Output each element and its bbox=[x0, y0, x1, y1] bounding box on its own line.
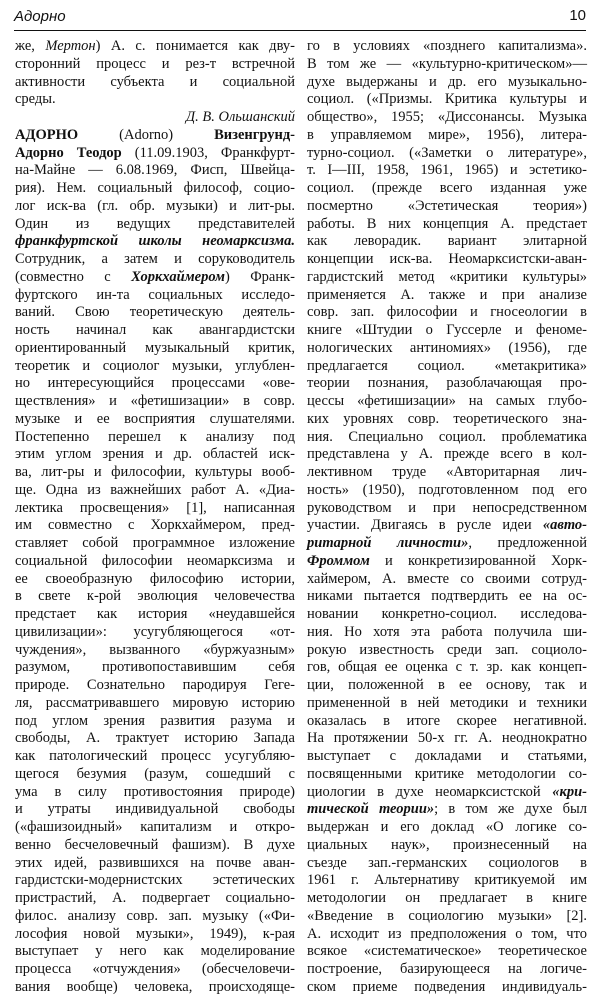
text-segment: сторонний процесс и рез-т встречной bbox=[15, 55, 295, 72]
text-segment: но интересующийся процессами «ове- bbox=[15, 375, 295, 392]
text-segment: цивилизации»: усугубляющегося «от- bbox=[15, 623, 295, 640]
text-segment: примененной в ней методики и техники bbox=[307, 694, 587, 711]
text-segment: лог иск-ва (гл. обр. музыки) и лит-ры. bbox=[15, 197, 295, 214]
text-segment: социальной философии неомарксизма и bbox=[15, 552, 295, 569]
text-line bbox=[15, 145, 295, 163]
text-segment: А. исходит из предположения о том, что bbox=[307, 925, 587, 942]
text-segment: ва, лит-ры и философии, культуры вооб- bbox=[15, 464, 295, 480]
text-line bbox=[15, 109, 295, 127]
emphasized-text: Д. В. Ольшанский bbox=[185, 109, 295, 125]
text-line bbox=[307, 890, 587, 908]
text-line bbox=[307, 198, 587, 216]
text-segment: активности субъекта и социальной bbox=[15, 73, 295, 90]
text-line bbox=[307, 624, 587, 642]
text-line bbox=[15, 358, 295, 376]
text-line bbox=[307, 695, 587, 713]
text-segment: ее своеобразную философию истории, bbox=[15, 570, 295, 587]
text-segment: циологии в духе неомарксистской bbox=[307, 783, 553, 800]
text-line bbox=[15, 943, 295, 961]
text-line bbox=[307, 872, 587, 890]
text-segment: свободы, А. трактует историю Запада bbox=[15, 730, 295, 747]
text-segment: выступает с докладами и статьями, bbox=[307, 748, 587, 764]
text-line bbox=[15, 926, 295, 944]
text-segment: (11.09.1903, Франкфурт- bbox=[121, 144, 296, 161]
text-segment: го в условиях «позднего капитализма». bbox=[307, 38, 587, 54]
text-line bbox=[15, 180, 295, 198]
text-line bbox=[15, 677, 295, 695]
text-line bbox=[307, 322, 587, 340]
text-segment: духе выдержаны и др. его музыкально- bbox=[307, 73, 587, 90]
text-line bbox=[15, 162, 295, 180]
text-line bbox=[15, 979, 295, 997]
text-segment: теории познания, разоблачающая про- bbox=[307, 375, 587, 392]
text-line bbox=[307, 766, 587, 784]
text-line bbox=[15, 411, 295, 429]
text-line bbox=[15, 446, 295, 464]
emphasized-text: тической теории» bbox=[307, 801, 435, 818]
text-segment: ском приеме подведения индивидуаль- bbox=[307, 978, 587, 995]
text-segment: участии. Двигаясь в русле идеи bbox=[307, 517, 543, 534]
text-line bbox=[15, 74, 295, 92]
text-segment: съезде зап.-германских социологов в bbox=[307, 854, 587, 871]
text-segment: ния. Специально социол. проблематика bbox=[307, 428, 587, 445]
text-line bbox=[307, 855, 587, 873]
text-line bbox=[15, 553, 295, 571]
text-segment: среды. bbox=[15, 91, 56, 108]
page-header bbox=[14, 4, 586, 31]
text-line bbox=[307, 109, 587, 127]
text-segment: ориентированный музыкальный критик, bbox=[15, 339, 295, 356]
text-line bbox=[307, 553, 587, 571]
text-segment: ность начинал как авангардистски bbox=[15, 322, 295, 338]
emphasized-text: Фроммом bbox=[307, 552, 370, 569]
text-line bbox=[307, 216, 587, 234]
text-segment: совр. зап. философии и гносеологии в bbox=[307, 304, 587, 321]
text-line bbox=[307, 730, 587, 748]
text-line bbox=[15, 588, 295, 606]
running-head: Адорно bbox=[14, 8, 66, 25]
text-line bbox=[15, 198, 295, 216]
text-segment: турно-социол. («Заметки о литературе», bbox=[307, 144, 587, 161]
text-segment: филос. анализу совр. зап. музыку («Фи- bbox=[15, 907, 295, 924]
text-line bbox=[15, 624, 295, 642]
text-segment: этих идей, развившихся на почве аван- bbox=[15, 854, 295, 871]
text-line bbox=[307, 517, 587, 535]
text-segment: же, bbox=[15, 38, 46, 54]
text-line bbox=[15, 713, 295, 731]
text-line bbox=[307, 74, 587, 92]
text-segment: щегося безумия (разум, сошедший с bbox=[15, 765, 295, 782]
text-line bbox=[15, 695, 295, 713]
text-line bbox=[15, 837, 295, 855]
text-segment: Постепенно перешел к анализу под bbox=[15, 428, 295, 445]
text-line bbox=[307, 91, 587, 109]
emphasized-text: Адорно Теодор bbox=[15, 144, 122, 161]
text-segment: венно бесчеловечный фашизм). В духе bbox=[15, 836, 295, 853]
text-line bbox=[15, 233, 295, 251]
text-line bbox=[15, 429, 295, 447]
text-line bbox=[15, 500, 295, 518]
text-segment: предстает как история «неудавшейся bbox=[15, 606, 295, 622]
text-segment: как леворадик. вариант элитарной bbox=[307, 233, 587, 250]
text-segment: социол. (прежде всего изданная уже bbox=[307, 180, 587, 196]
text-line bbox=[307, 162, 587, 180]
text-segment: вания вообще) человека, происходяще- bbox=[15, 978, 295, 995]
text-segment: под углом зрения развития разума и bbox=[15, 712, 295, 729]
text-segment: ность» (1950), подготовленном под его bbox=[307, 481, 587, 498]
text-line bbox=[307, 233, 587, 251]
text-segment: («фашизоидный» капитализм и откро- bbox=[15, 819, 295, 835]
text-line bbox=[307, 145, 587, 163]
text-line bbox=[307, 56, 587, 74]
text-segment: оказалась в итоге скорее негативной. bbox=[307, 712, 587, 729]
text-segment: музыке и ее восприятия слушателями. bbox=[15, 410, 295, 427]
text-line bbox=[307, 535, 587, 553]
text-segment: предлагается социол. «метакритика» bbox=[307, 357, 587, 374]
text-segment: чуждения», вызванного «буржуазным» bbox=[15, 641, 295, 658]
text-segment: концепции иск-ва. Неомарксистски-аван- bbox=[307, 251, 587, 267]
text-segment: На протяжении 50-х гг. А. неоднократно bbox=[307, 730, 587, 747]
text-line bbox=[15, 482, 295, 500]
text-line bbox=[15, 91, 295, 109]
text-segment: ции, положенной в ее основу, так и bbox=[307, 677, 587, 693]
text-line bbox=[15, 56, 295, 74]
text-line bbox=[307, 943, 587, 961]
text-segment: гов, общая ее оценка с т. зр. как концеп- bbox=[307, 659, 587, 676]
text-segment: гардистски-модернистских эстетических bbox=[15, 872, 295, 889]
text-line bbox=[307, 677, 587, 695]
text-line bbox=[15, 890, 295, 908]
text-line bbox=[307, 784, 587, 802]
text-segment: им совместно с Хоркхаймером, пред- bbox=[15, 517, 295, 534]
text-line bbox=[307, 358, 587, 376]
text-segment: социол. («Призмы. Критика культуры и bbox=[307, 91, 587, 108]
text-segment: лектика просвещения» [1], написанная bbox=[15, 499, 295, 516]
text-segment: как патологический процесс усугубляю- bbox=[15, 748, 295, 764]
text-line bbox=[307, 429, 587, 447]
text-line bbox=[15, 340, 295, 358]
text-line bbox=[15, 571, 295, 589]
text-segment: методологии он предлагает в книге bbox=[307, 890, 587, 906]
emphasized-text: Мертон bbox=[45, 38, 96, 54]
text-line bbox=[307, 801, 587, 819]
text-segment: и конкретизированной Хорк- bbox=[369, 552, 587, 569]
text-segment: 1961 г. Альтернативу критикуемой им bbox=[307, 872, 587, 889]
text-line bbox=[15, 322, 295, 340]
text-segment: ния. Но хотя эта работа получила ши- bbox=[307, 623, 587, 640]
text-line bbox=[307, 606, 587, 624]
text-line bbox=[307, 464, 587, 482]
text-line bbox=[15, 606, 295, 624]
text-segment: теоретик и социолог музыки, углублен- bbox=[15, 357, 295, 374]
text-line bbox=[15, 801, 295, 819]
text-line bbox=[15, 642, 295, 660]
text-segment: циальных наук», произнесенный на bbox=[307, 836, 587, 853]
text-line bbox=[15, 251, 295, 269]
text-line bbox=[15, 517, 295, 535]
text-line bbox=[307, 38, 587, 56]
text-segment: «Введение в социологию музыки» [2]. bbox=[307, 907, 587, 924]
text-line bbox=[15, 464, 295, 482]
text-segment: никами пытается подтвердить ее на ос- bbox=[307, 588, 587, 605]
text-segment: разумом, противопоставившим себя bbox=[15, 659, 295, 676]
emphasized-text: АДОРНО bbox=[15, 126, 79, 143]
text-line bbox=[307, 642, 587, 660]
text-segment: т. I—III, 1958, 1961, 1965) и эстетико- bbox=[307, 162, 587, 179]
text-segment: природе. Сознательно пародируя Геге- bbox=[15, 677, 295, 693]
text-segment: применяется А. также и при анализе bbox=[307, 286, 587, 303]
text-segment: общество», 1955; «Диссонансы. Музыка bbox=[307, 109, 587, 125]
text-segment: ; в том же духе был bbox=[434, 801, 587, 818]
text-line bbox=[307, 340, 587, 358]
left-text-column bbox=[15, 38, 295, 997]
text-segment: ля, рассматривавшего мировую историю bbox=[15, 694, 295, 711]
text-line bbox=[307, 571, 587, 589]
text-line bbox=[15, 730, 295, 748]
text-segment: выдержан и его доклад «О логике со- bbox=[307, 819, 587, 835]
text-segment: хаймером, А. вместе со своими сотруд- bbox=[307, 570, 587, 587]
text-segment: руководством и при непосредственном bbox=[307, 499, 587, 516]
text-segment: новании конкретно-социол. исследова- bbox=[307, 606, 587, 622]
text-line bbox=[15, 819, 295, 837]
text-segment: в управляемом мире», 1956), литера- bbox=[307, 126, 587, 143]
text-line bbox=[307, 251, 587, 269]
text-segment: работы. В них концепция А. предстает bbox=[307, 215, 587, 232]
text-line bbox=[307, 446, 587, 464]
text-line bbox=[307, 837, 587, 855]
text-segment: выступает у него как моделирование bbox=[15, 943, 295, 960]
emphasized-text: Визенгрунд- bbox=[214, 126, 295, 143]
text-line bbox=[15, 908, 295, 926]
emphasized-text: ритарной личности» bbox=[307, 535, 469, 551]
text-line bbox=[307, 961, 587, 979]
text-segment: лософия новой музыки», 1949), к-рая bbox=[15, 925, 295, 942]
text-segment: Сотрудник, а затем и соруководитель bbox=[15, 251, 295, 267]
text-line bbox=[15, 216, 295, 234]
text-segment: на-Майне — 6.08.1969, Фисп, Швейца- bbox=[15, 162, 295, 179]
text-line bbox=[15, 375, 295, 393]
text-line bbox=[15, 269, 295, 287]
text-line bbox=[307, 979, 587, 997]
text-line bbox=[15, 784, 295, 802]
text-segment: нологических антиномиях» (1956), где bbox=[307, 339, 587, 356]
text-segment: посмертно «Эстетическая теория») bbox=[307, 197, 587, 214]
text-line bbox=[15, 393, 295, 411]
text-segment: ще. Одна из важнейших работ А. «Диа- bbox=[15, 481, 295, 498]
text-segment: процесса «отчуждения» (обесчеловечи- bbox=[15, 961, 295, 977]
text-segment: посвященными критике методологии со- bbox=[307, 765, 587, 782]
text-segment: пристрастий, А. подвергает социально- bbox=[15, 890, 295, 906]
text-segment: ) А. с. понимается как дву- bbox=[95, 38, 295, 54]
text-line bbox=[307, 659, 587, 677]
text-line bbox=[307, 287, 587, 305]
text-line bbox=[307, 819, 587, 837]
emphasized-text: «авто- bbox=[542, 517, 587, 534]
text-line bbox=[307, 713, 587, 731]
text-segment: представлена у А. прежде всего в кол- bbox=[307, 446, 587, 463]
text-segment: В том же — «культурно-критическом»— bbox=[307, 55, 587, 72]
emphasized-text: франкфуртской школы неомарксизма. bbox=[15, 233, 295, 250]
text-line bbox=[307, 908, 587, 926]
emphasized-text: «кри- bbox=[552, 783, 587, 800]
text-line bbox=[15, 766, 295, 784]
text-segment: , предложенной bbox=[468, 535, 587, 551]
text-segment: рия). Нем. социальный философ, социо- bbox=[15, 180, 295, 196]
text-line bbox=[15, 535, 295, 553]
text-line bbox=[15, 304, 295, 322]
text-segment: всякое «систематическое» теоретическое bbox=[307, 943, 587, 960]
text-line bbox=[307, 482, 587, 500]
text-segment: ставляет собой программное изложение bbox=[15, 535, 295, 551]
text-line bbox=[15, 659, 295, 677]
text-line bbox=[307, 304, 587, 322]
text-line bbox=[15, 855, 295, 873]
text-segment: и утраты индивидуальной свободы bbox=[15, 801, 295, 818]
text-segment: (Adorno) bbox=[78, 126, 215, 143]
text-line bbox=[307, 375, 587, 393]
page-number: 10 bbox=[569, 7, 586, 24]
text-line bbox=[15, 127, 295, 145]
text-segment: ваний. Свою теоретическую деятель- bbox=[15, 304, 295, 321]
text-line bbox=[307, 127, 587, 145]
text-segment: Один из ведущих представителей bbox=[15, 215, 295, 232]
text-segment: книге «Штудии о Гуссерле и феноме- bbox=[307, 322, 587, 338]
text-line bbox=[307, 926, 587, 944]
text-segment: этим углом зрения и др. областей иск- bbox=[15, 446, 295, 463]
text-line bbox=[15, 748, 295, 766]
text-segment: цессы «фетишизации» на самых глубо- bbox=[307, 393, 587, 409]
text-line bbox=[15, 287, 295, 305]
text-segment: гардистский метод «критики культуры» bbox=[307, 268, 587, 285]
text-segment: ума в силу противостояния природе) bbox=[15, 783, 295, 800]
text-segment: в свете к-рой эволюция человечества bbox=[15, 588, 295, 605]
text-segment: фуртского ин-та социальных исследо- bbox=[15, 286, 295, 303]
text-segment: построение, базирующееся на логиче- bbox=[307, 961, 587, 977]
text-line bbox=[15, 38, 295, 56]
text-segment: рокую известность среди зап. социоло- bbox=[307, 641, 587, 658]
text-line bbox=[307, 393, 587, 411]
text-segment: (совместно с bbox=[15, 268, 132, 285]
text-line bbox=[307, 748, 587, 766]
text-line bbox=[15, 961, 295, 979]
text-segment: ких уровнях совр. теоретического зна- bbox=[307, 410, 587, 427]
text-segment: ) Франк- bbox=[224, 268, 295, 285]
text-line bbox=[307, 411, 587, 429]
text-line bbox=[307, 180, 587, 198]
text-line bbox=[15, 872, 295, 890]
text-line bbox=[307, 269, 587, 287]
emphasized-text: Хоркхаймером bbox=[131, 268, 225, 285]
text-line bbox=[307, 588, 587, 606]
text-line bbox=[307, 500, 587, 518]
text-segment: ществления» и «фетишизации» в совр. bbox=[15, 393, 295, 409]
text-segment: лективном труде «Авторитарная лич- bbox=[307, 464, 587, 480]
right-text-column bbox=[307, 38, 587, 997]
